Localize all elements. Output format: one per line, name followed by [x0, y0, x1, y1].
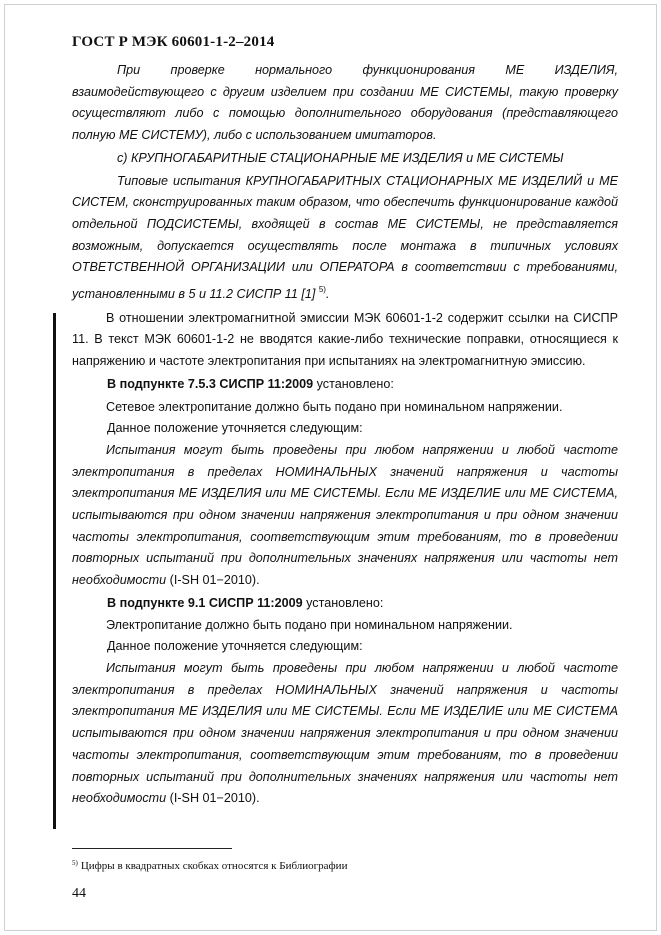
paragraph-clarification-2: Данное положение уточняется следующим: [107, 639, 363, 654]
footnote-reference: 5) [318, 285, 326, 295]
paragraph-tests-clarification-2 [72, 658, 618, 810]
paragraph-emission-references: В отношении электромагнитной эмиссии МЭК 60601-1-2 содержит ссылки на СИСПР 11. В текст МЭК 60601-1-2 не вводятся какие-либо технические поправки, относящиеся к напряжению и частоте электропитания при испытаниях на электромагнитную эмиссию. [72, 310, 618, 369]
paragraph-tests-clarification-1 [72, 440, 618, 592]
footnote-separator [72, 848, 232, 849]
document-header: ГОСТ Р МЭК 60601-1-2–2014 [72, 34, 275, 50]
paragraph-subclause-7-5-3 [72, 374, 618, 396]
paragraph-clarification-1: Данное положение уточняется следующим: [107, 421, 363, 436]
paragraph-power-supply: Электропитание должно быть подано при номинальном напряжении. [106, 617, 513, 632]
tests-clarification-1-ref: (I-SH 01−2010). [166, 573, 260, 588]
change-margin-bar [53, 313, 56, 829]
paragraph-subclause-9-1 [72, 593, 618, 615]
footnote-text: Цифры в квадратных скобках относятся к Библиографии [80, 860, 348, 872]
subclause-7-5-3-title: В подпункте 7.5.3 СИСПР 11:2009 [107, 376, 314, 391]
type-tests-text: Типовые испытания КРУПНОГАБАРИТНЫХ СТАЦИОНАРНЫХ МЕ ИЗДЕЛИЙ и МЕ СИСТЕМ, сконструированных таким образом, что обеспечить функционирование каждой отдельной ПОДСИСТЕМЫ, входящей в состав МЕ СИСТЕМЫ, не представляется возможным, допускается осуществлять после монтажа в типичных условиях ОТВЕТСТВЕННОЙ ОРГАНИЗАЦИИ или ОПЕРАТОРА в соответствии с требованиями, установленными в 5 и 11.2 СИСПР 11 [1] [72, 173, 618, 302]
tests-clarification-1-text: Испытания могут быть проведены при любом напряжении и любой частоте электропитания в пределах НОМИНАЛЬНЫХ значений напряжения и частоты электропитания МЕ ИЗДЕЛИЯ или МЕ СИСТЕМЫ. Если МЕ ИЗДЕЛИЕ или МЕ СИСТЕМА, испытываются при одном значении напряжения электропитания и при одном значении частоты электропитания, соответствующим этим требованиям, то в проведении повторных испытаний при дополнительных значениях напряжения или частоты нет необходимости [72, 442, 618, 588]
paragraph-functional-check: При проверке нормального функционирования МЕ ИЗДЕЛИЯ, взаимодействующего с другим изделием при создании МЕ СИСТЕМЫ, такую проверку осуществляют либо с помощью дополнительного оборудования (представляющего полную МЕ СИСТЕМУ), либо с использованием имитаторов. [72, 63, 618, 143]
page-number: 44 [72, 886, 86, 901]
footnote-mark: 5) [72, 859, 78, 867]
paragraph-large-stationary-heading: с) КРУПНОГАБАРИТНЫЕ СТАЦИОНАРНЫЕ МЕ ИЗДЕЛИЯ и МЕ СИСТЕМЫ [117, 150, 564, 165]
subclause-9-1-title: В подпункте 9.1 СИСПР 11:2009 [107, 595, 303, 610]
subclause-7-5-3-rest: установлено: [313, 376, 394, 391]
page-content [72, 60, 618, 810]
tests-clarification-2-ref: (I-SH 01−2010). [166, 791, 260, 806]
paragraph-type-tests [72, 171, 618, 306]
type-tests-end: . [325, 287, 330, 302]
subclause-9-1-rest: установлено: [302, 595, 384, 610]
tests-clarification-2-text: Испытания могут быть проведены при любом напряжении и любой частоте электропитания в пределах НОМИНАЛЬНЫХ значений напряжения и частоты электропитания МЕ ИЗДЕЛИЯ или МЕ СИСТЕМЫ. Если МЕ ИЗДЕЛИЕ или МЕ СИСТЕМА испытываются при одном значении напряжения электропитания и при одном значении частоты электропитания, соответствующим этим требованиям, то в проведении повторных испытаний при дополнительных значениях напряжения или частоты нет необходимости [72, 660, 618, 806]
paragraph-mains-supply: Сетевое электропитание должно быть подано при номинальном напряжении. [106, 399, 563, 414]
footnote [72, 859, 347, 872]
